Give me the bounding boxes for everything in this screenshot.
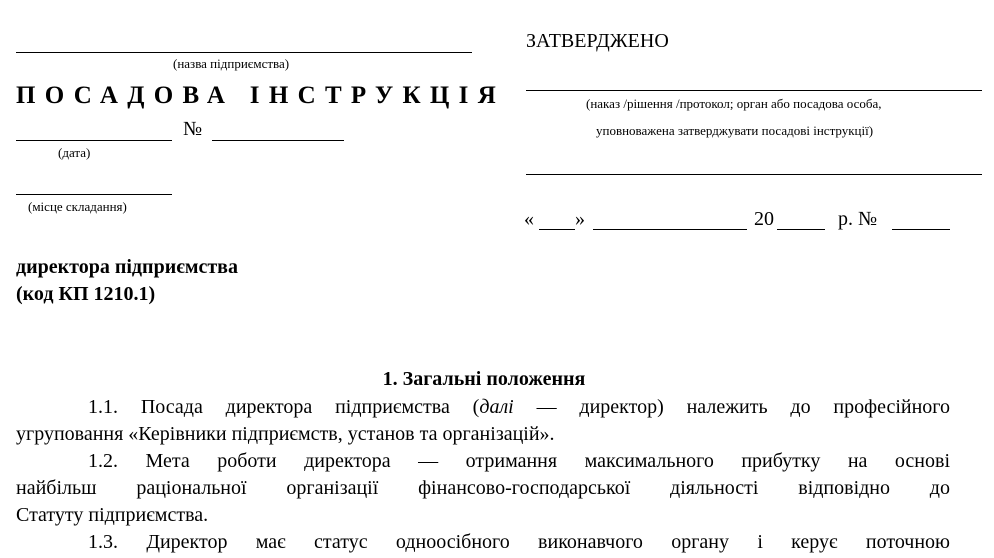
order-label: р. № (838, 208, 878, 230)
paragraph-text: — директор) належить до професійного (513, 396, 951, 418)
paragraph-number: 1.2. (88, 450, 118, 472)
position-code: (код КП 1210.1) (16, 283, 156, 305)
place-line (16, 194, 172, 195)
position-title: директора підприємства (16, 256, 238, 278)
company-name-line (16, 52, 472, 53)
month-line (593, 229, 747, 230)
paragraph-1-1-line-1 (16, 394, 950, 421)
company-name-caption: (назва підприємства) (173, 56, 290, 71)
date-open-quote: « (524, 208, 534, 230)
paragraph-text: Посада директора підприємства ( (140, 396, 480, 418)
paragraph-1-3 (16, 529, 950, 556)
document-number-line (212, 140, 344, 141)
paragraph-1-2-line-1 (16, 448, 950, 475)
approved-label: ЗАТВЕРДЖЕНО (526, 30, 669, 52)
paragraph-1-2 (16, 448, 950, 529)
paragraph-1-2-line-3: Статуту підприємства. (16, 504, 209, 526)
day-line (539, 229, 575, 230)
paragraph-1-2-line-2: найбільш раціональної організації фінансово-господарської діяльності відповідно до (16, 477, 950, 499)
section-heading: 1. Загальні положення (382, 368, 586, 390)
date-line (16, 140, 172, 141)
paragraph-number: 1.3. (88, 531, 118, 553)
date-close-quote: » (575, 208, 585, 230)
approver-caption-1: (наказ /рішення /протокол; орган або посадова особа, (586, 96, 882, 111)
number-sign: № (183, 118, 203, 140)
approver-line-2 (526, 174, 982, 175)
date-caption: (дата) (58, 145, 91, 160)
year-prefix: 20 (754, 208, 774, 230)
paragraph-number: 1.1. (88, 396, 118, 418)
paragraph-italic-text: далі (479, 396, 514, 418)
year-line (777, 229, 825, 230)
place-caption: (місце складання) (28, 199, 127, 214)
paragraph-1-1-line-2: угруповання «Керівники підприємств, установ та організацій». (16, 423, 555, 445)
paragraph-1-3-line-1 (16, 529, 950, 556)
approver-caption-2: уповноважена затверджувати посадові інструкції) (596, 123, 874, 138)
paragraph-1-1 (16, 394, 950, 448)
approver-line (526, 90, 982, 91)
paragraph-text: Мета роботи директора — отримання максимального прибутку на основі (145, 450, 951, 472)
order-number-line (892, 229, 950, 230)
document-title: ПОСАДОВА ІНСТРУКЦІЯ (16, 82, 506, 109)
paragraph-text: Директор має статус одноосібного виконавчого органу і керує поточною (146, 531, 950, 553)
